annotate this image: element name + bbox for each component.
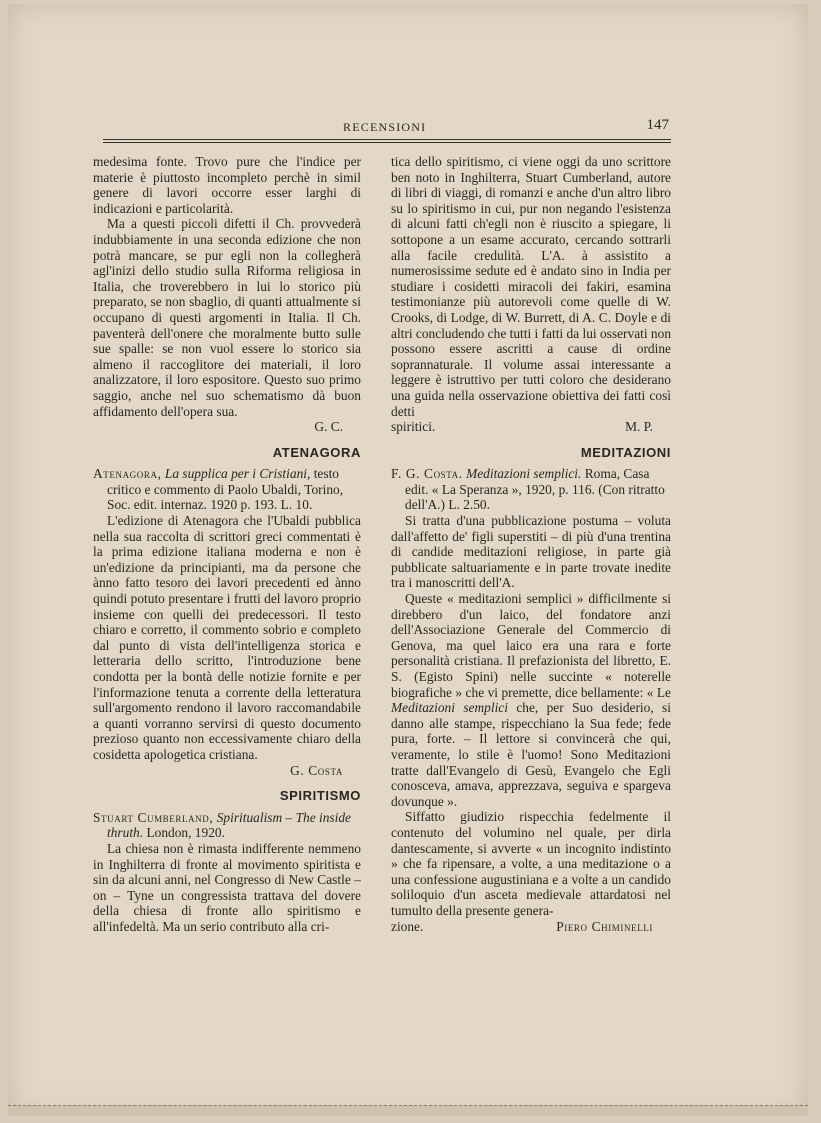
continuation-text: medesima fonte. Trovo pure che l'indice per materie è piuttosto incompleto perchè in simil genere di lavori occorre esser larghi di indicazioni e particolarità. bbox=[93, 154, 361, 216]
last-word: zione. bbox=[391, 918, 424, 934]
review-signature-line bbox=[391, 919, 671, 935]
page-bottom-edge bbox=[8, 1105, 808, 1116]
continuation-text: tica dello spiritismo, ci viene oggi da uno scrittore ben noto in Inghilterra, Stuart Cumberland, autore di libri di viaggi, di romanzi e anche d'un altro libro su lo spiritismo in cui, pur non negando l'esistenza di alcuni fatti ch'egli non è riuscito a spiegare, li sottopone a un esame accurato, cercando sottrarli alla facile credulità. L'A. à assistito a numerosissime sedute ed è andato sino in India per studiare i cosidetti miracoli dei fakiri, esamina testimonianze più autorevoli come quelle di W. Crooks, di Lodge, di W. Burrett, di A. C. Doyle e di altri concludendo che tutti i fatti da lui osservati non possono essere ascritti a cause di ordine soprannaturale. Il volume assai interessante a leggere è istruttivo per tutti coloro che desiderano una guida nella osservazione obiettiva dei fatti così detti bbox=[391, 154, 672, 419]
right-column bbox=[391, 154, 671, 934]
header-rule bbox=[103, 142, 671, 143]
entry-details: London, 1920. bbox=[146, 825, 225, 841]
entry-work: Meditazioni semplici. bbox=[466, 466, 582, 482]
section-title-meditazioni: MEDITAZIONI bbox=[580, 444, 671, 460]
paragraph-text: Queste « meditazioni semplici » difficilmente si direbbero d'un laico, del fondatore anzi dell'Associazione Generale del Commercio di Genova, ma quel laico era una rara e forte personalità cristiana. Il prefazionista del libretto, E. S. (Egisto Spini) nelle succinte « noterelle biografiche » che vi premette, dice bellamente: « Le bbox=[391, 591, 671, 700]
entry-author: F. G. Costa. bbox=[391, 466, 463, 482]
last-word: spiritici. bbox=[391, 419, 436, 435]
paragraph-text: che, per Suo desiderio, si danno alle stampe, rispecchiano la Sua fede; fede pura, forte. – Il lettore si convincerà che qui, veramente, lo stile è l'uomo! Sono Meditazioni tratte dall'Evangelo di Gesù, Evangelo che Egli conosceva, amava, apprezzava, seguiva e spargeva dovunque ». bbox=[391, 700, 671, 809]
bibliographic-entry bbox=[391, 466, 671, 513]
review-signature: G. C. bbox=[314, 419, 343, 435]
section-title-spiritismo: SPIRITISMO bbox=[279, 788, 361, 804]
review-paragraph: Siffatto giudizio rispecchia fedelmente il contenuto del volumino nel quale, per dirla dantescamente, si avverte « un incognito indistinto » che fa ripensare, a volte, a una meditazione o a una confessione augustiniana e a volte a un candido soliloquio d'un asceta medievale attardatosi nel tumulto della presente genera- bbox=[391, 809, 671, 918]
entry-author: Stuart Cumberland, bbox=[93, 809, 214, 825]
running-head: RECENSIONI bbox=[343, 120, 427, 134]
book-page bbox=[8, 4, 808, 1116]
review-paragraph: Ma a questi piccoli difetti il Ch. provvederà indubbiamente in una seconda edizione che non potrà mancare, se pur egli non la collegherà agl'inizi dello studio sulla Riforma religiosa in Italia, che troverebbero in lui lo storico più preparato, se non sbaglio, di quanti attualmente si occupano di questi argomenti in Italia. Il Ch. paventerà dell'onere che moralmente butto sulle sue spalle: se non vuol essere lo storico sia almeno il raccoglitore dei materiali, il loro analizzatore, il loro espositore. Questo suo primo saggio, anche nel suo schematismo dà buon affidamento dell'opera sua. bbox=[93, 216, 361, 419]
bibliographic-entry bbox=[93, 810, 361, 841]
entry-work: La supplica per i Cristiani, bbox=[164, 466, 311, 482]
review-signature: Piero Chiminelli bbox=[556, 918, 653, 934]
entry-details: Roma, Casa edit. « La Speranza », 1920, p. 116. (Con ritratto dell'A.) L. 2.50. bbox=[405, 466, 665, 513]
review-paragraph bbox=[391, 591, 671, 809]
entry-work: Spiritualism – The inside thruth. bbox=[107, 809, 351, 841]
entry-details: testo critico e commento di Paolo Ubaldi, Torino, Soc. edit. internaz. 1920 p. 193. L. 10. bbox=[107, 466, 344, 513]
review-signature-line bbox=[391, 419, 671, 435]
page-number: 147 bbox=[646, 117, 669, 133]
italic-title: Meditazioni semplici bbox=[391, 700, 508, 716]
entry-author: Atenagora, bbox=[93, 466, 162, 482]
page-header bbox=[103, 117, 671, 140]
section-title-atenagora: ATENAGORA bbox=[272, 444, 361, 460]
review-signature: G. Costa bbox=[290, 762, 343, 778]
review-body: L'edizione di Atenagora che l'Ubaldi pubblica nella sua raccolta di scrittori greci commentati è la prima edizione italiana moderna e non è un'edizione da principianti, ma da persone che ànno fatto tesoro dei lavori precedenti ed ànno quindi potuto presentare i frutti del lavoro proprio insieme con quelli dei predecessori. Il testo chiaro e corretto, il commento sobrio e completo dal punto di vista dell'intelligenza storica e letteraria dello scritto, l'introduzione bene condotta per la bontà delle notizie fornite e per l'informazione tenuta a corrente della letteratura sull'argomento rendono il lavoro raccomandabile a quanti vorranno servirsi di questo documento prezioso quanto non eccessivamente chiaro della cosidetta apologetica cristiana. bbox=[93, 513, 361, 762]
left-column bbox=[93, 154, 361, 935]
review-paragraph: Si tratta d'una pubblicazione postuma – voluta dall'affetto de' figli superstiti – di più d'una trentina di candide meditazioni religiose, in parte già pubblicate saltuariamente e in parte trovate inedite tra i manoscritti dell'A. bbox=[391, 513, 671, 591]
review-body: La chiesa non è rimasta indifferente nemmeno in Inghilterra di fronte al movimento spiritista e sin da alcuni anni, nel Congresso di New Castle – on – Tyne un congressista trattava del dovere della chiesa di fronte allo spiritismo e all'infedeltà. Ma un serio contributo alla cri- bbox=[93, 840, 361, 934]
review-signature: M. P. bbox=[625, 419, 653, 435]
bibliographic-entry bbox=[93, 466, 361, 513]
